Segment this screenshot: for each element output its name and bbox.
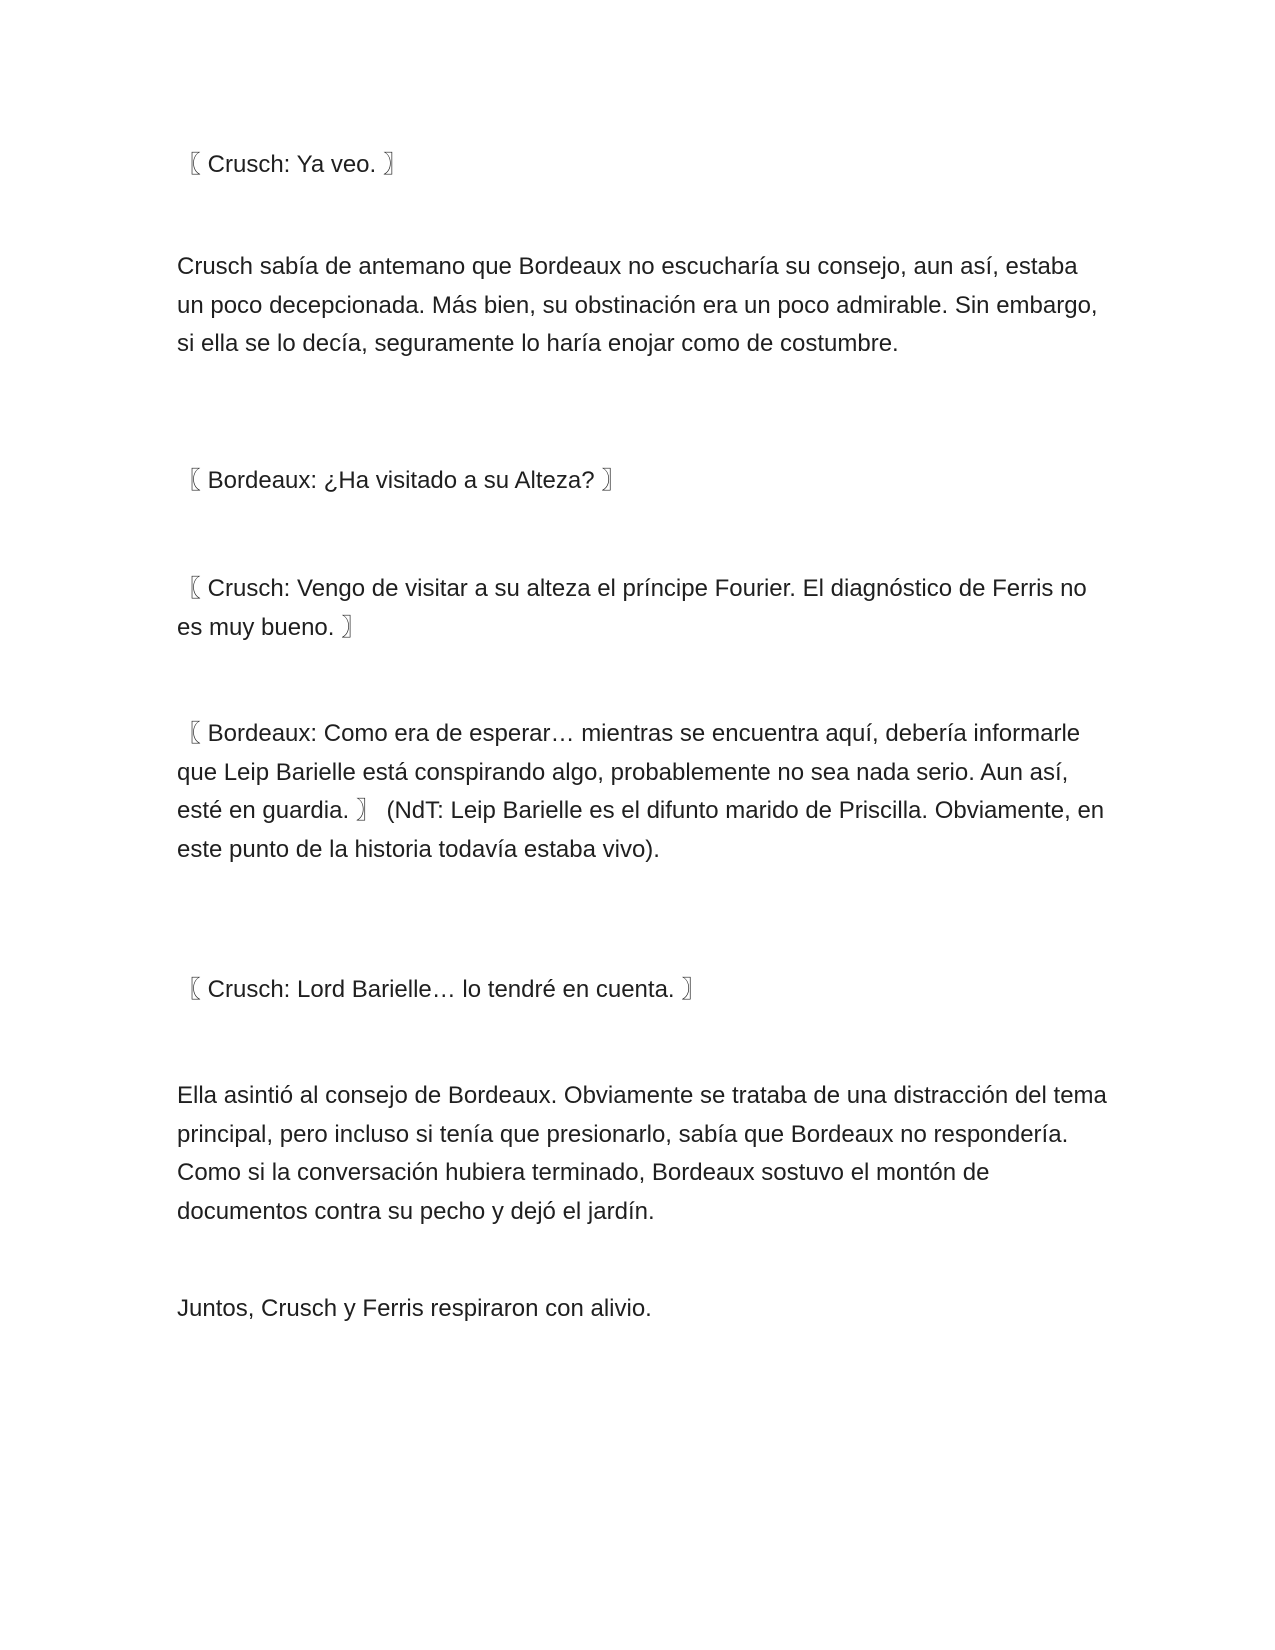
dialogue-crusch-lord-barielle: 〖 Crusch: Lord Barielle… lo tendré en cuenta. 〗	[177, 976, 706, 1003]
dialogue-crusch-fourier: 〖 Crusch: Vengo de visitar a su alteza el príncipe Fourier. El diagnóstico de Ferris no es muy bueno. 〗	[177, 575, 1087, 641]
dialogue-bordeaux-barielle: 〖 Bordeaux: Como era de esperar… mientras se encuentra aquí, debería informarle que Leip Barielle está conspirando algo, probablemente no sea nada serio. Aun así, esté en guardia. 〗 (NdT: Leip Barielle es el difunto marido de Priscilla. Obviamente, en este punto de la historia todavía estaba vivo).	[177, 720, 1105, 863]
dialogue-crusch-ya-veo: 〖 Crusch: Ya veo. 〗	[177, 151, 407, 178]
narration-paragraph-3: Juntos, Crusch y Ferris respiraron con alivio.	[177, 1295, 652, 1322]
dialogue-bordeaux-alteza: 〖 Bordeaux: ¿Ha visitado a su Alteza? 〗	[177, 467, 626, 494]
narration-paragraph-2: Ella asintió al consejo de Bordeaux. Obviamente se trataba de una distracción del tema principal, pero incluso si tenía que presionarlo, sabía que Bordeaux no respondería. Como si la conversación hubiera terminado, Bordeaux sostuvo el montón de documentos contra su pecho y dejó el jardín.	[177, 1082, 1107, 1225]
narration-paragraph-1: Crusch sabía de antemano que Bordeaux no escucharía su consejo, aun así, estaba un poco decepcionada. Más bien, su obstinación era un poco admirable. Sin embargo, si ella se lo decía, seguramente lo haría enojar como de costumbre.	[177, 253, 1098, 357]
